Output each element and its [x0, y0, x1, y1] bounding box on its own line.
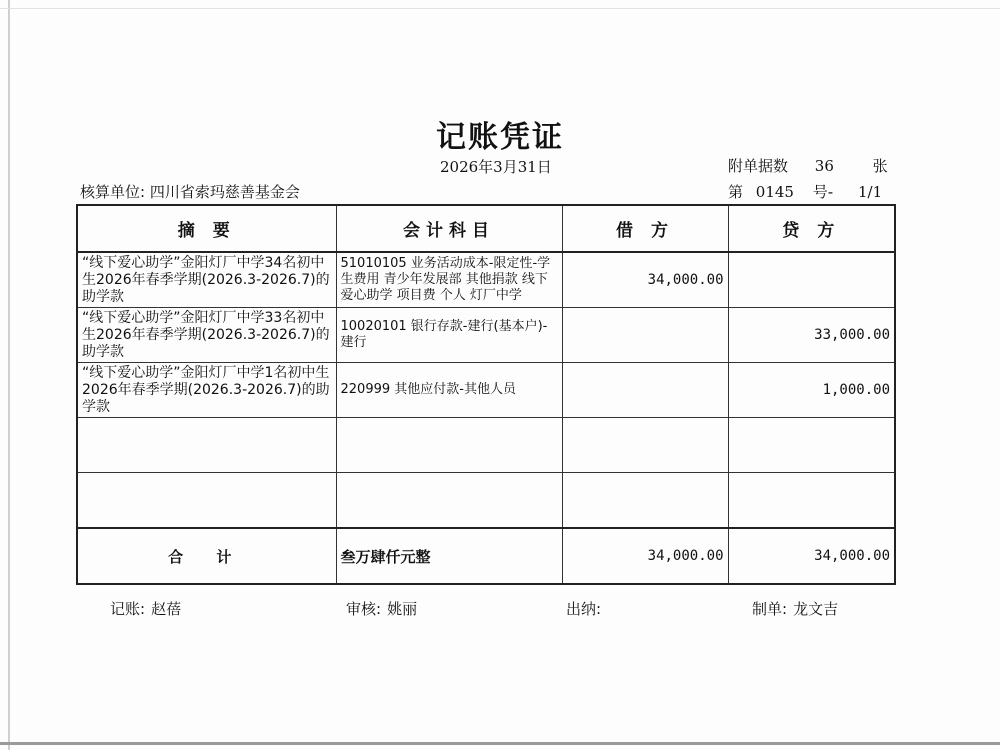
total-debit: 34,000.00	[562, 528, 728, 584]
row-subject	[336, 473, 562, 529]
total-credit: 34,000.00	[728, 528, 895, 584]
row-debit	[562, 473, 728, 529]
bookkeeper-signature	[110, 598, 181, 619]
row-credit	[728, 473, 895, 529]
accounting-unit	[80, 181, 300, 202]
attachments-unit: 张	[872, 157, 888, 175]
cashier-label: 出纳:	[566, 600, 602, 618]
table-row	[77, 363, 895, 418]
voucher-table	[76, 204, 896, 585]
total-amount-words: 叁万肆仟元整	[336, 528, 562, 584]
row-summary	[77, 473, 336, 529]
header-credit: 贷 方	[728, 205, 895, 252]
table-row	[77, 308, 895, 363]
row-summary: “线下爱心助学”金阳灯厂中学34名初中生2026年春季学期(2026.3-2026.7)的助学款	[77, 252, 336, 308]
total-label	[77, 528, 336, 584]
voucher-page-number: 1/1	[857, 183, 883, 201]
row-credit	[728, 418, 895, 473]
row-debit	[562, 363, 728, 418]
row-subject: 10020101 银行存款-建行(基本户)-建行	[336, 308, 562, 363]
table-row	[77, 473, 895, 529]
total-label-text: 合 计	[168, 547, 246, 566]
row-subject	[336, 418, 562, 473]
attachments-label: 附单据数	[728, 157, 789, 175]
voucher-suffix: 号-	[812, 183, 834, 201]
reviewer-label: 审核:	[346, 600, 382, 618]
header-debit: 借 方	[562, 205, 728, 252]
total-row	[77, 528, 895, 584]
preparer-signature	[752, 598, 838, 619]
row-credit: 33,000.00	[728, 308, 895, 363]
voucher-label: 第	[728, 183, 744, 201]
attachments-count: 36	[814, 157, 834, 175]
unit-name: 四川省索玛慈善基金会	[149, 183, 300, 201]
attachments-info	[728, 155, 888, 176]
header-summary: 摘 要	[77, 205, 336, 252]
voucher-number: 0145	[755, 183, 794, 201]
scan-edge	[0, 8, 1000, 9]
row-debit	[562, 308, 728, 363]
row-credit	[728, 252, 895, 308]
row-subject: 51010105 业务活动成本-限定性-学生费用 青少年发展部 其他捐款 线下爱心助学 项目费 个人 灯厂中学	[336, 252, 562, 308]
row-subject: 220999 其他应付款-其他人员	[336, 363, 562, 418]
unit-label: 核算单位:	[80, 183, 146, 201]
row-credit: 1,000.00	[728, 363, 895, 418]
cashier-signature	[566, 598, 607, 619]
row-debit	[562, 418, 728, 473]
table-row	[77, 418, 895, 473]
header-subject: 会计科目	[336, 205, 562, 252]
preparer-name: 龙文吉	[793, 600, 839, 618]
voucher-number-line	[728, 181, 882, 202]
reviewer-signature	[346, 598, 417, 619]
row-summary: “线下爱心助学”金阳灯厂中学33名初中生2026年春季学期(2026.3-2026.7)的助学款	[77, 308, 336, 363]
table-row	[77, 252, 895, 308]
voucher-date: 2026年3月31日	[440, 158, 552, 176]
table-header-row	[77, 205, 895, 252]
scan-edge	[8, 0, 10, 750]
reviewer-name: 姚丽	[387, 600, 418, 618]
preparer-label: 制单:	[752, 600, 788, 618]
bookkeeper-name: 赵蓓	[151, 600, 182, 618]
row-debit: 34,000.00	[562, 252, 728, 308]
row-summary	[77, 418, 336, 473]
voucher-title: 记账凭证	[436, 120, 564, 155]
row-summary: “线下爱心助学”金阳灯厂中学1名初中生2026年春季学期(2026.3-2026.7)的助学款	[77, 363, 336, 418]
bookkeeper-label: 记账:	[110, 600, 146, 618]
scan-edge	[0, 742, 1000, 745]
